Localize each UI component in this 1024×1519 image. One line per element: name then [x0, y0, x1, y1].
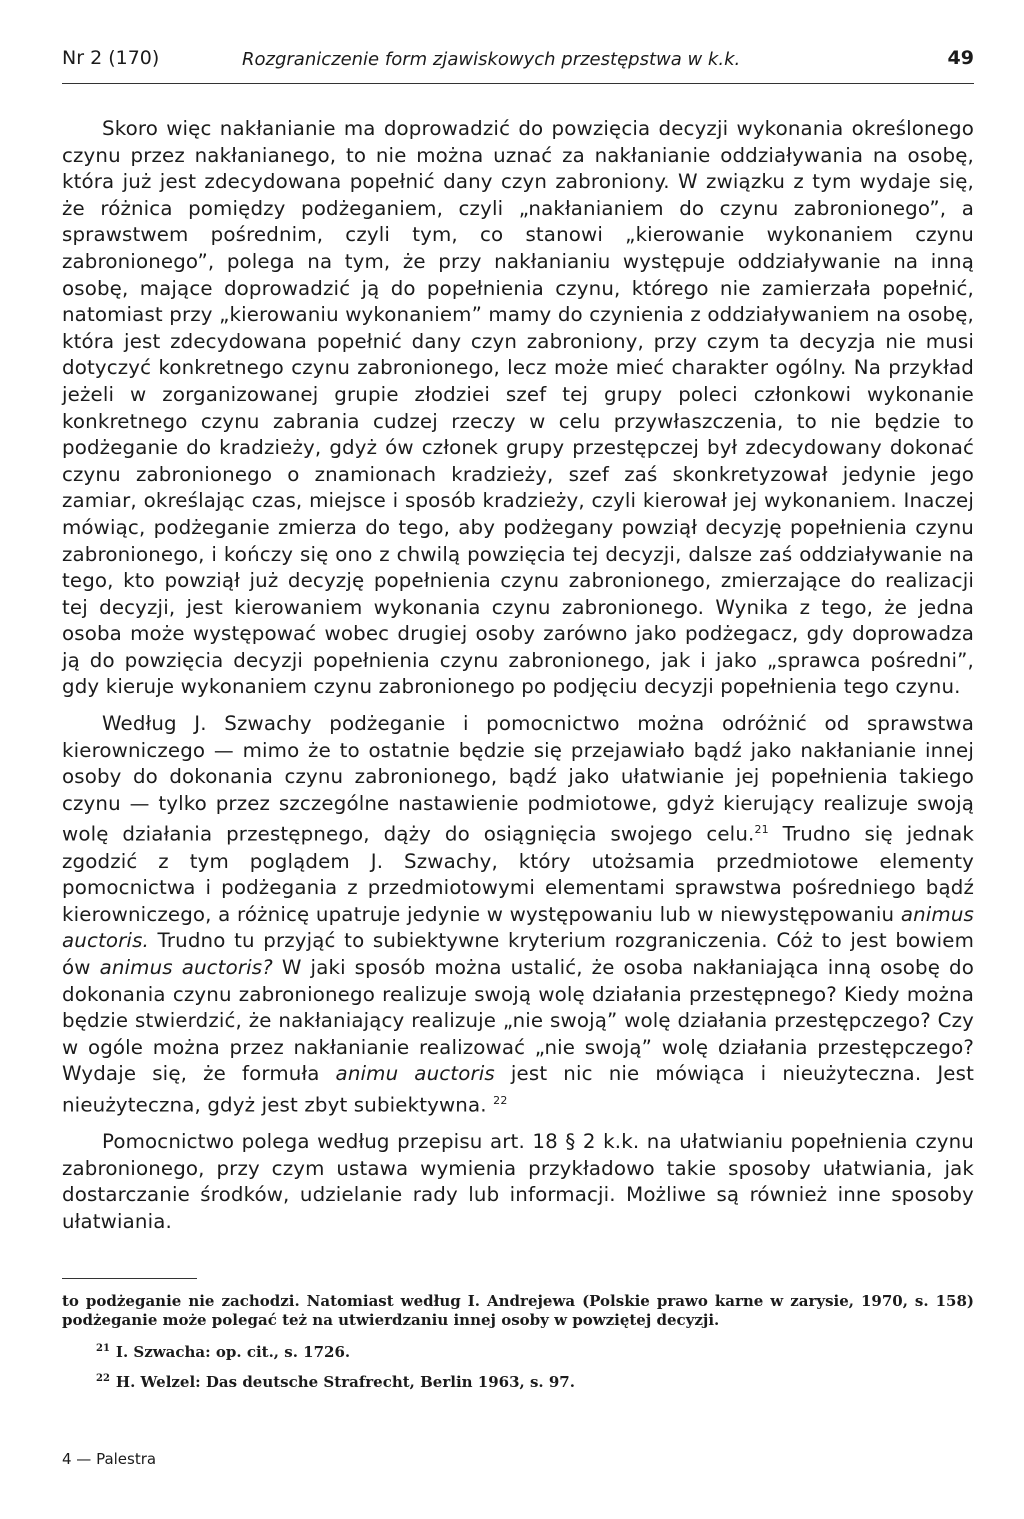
paragraph-1-text: Skoro więc nakłanianie ma doprowadzić do powzięcia decyzji wykonania określonego czynu przez nakłanianego, to nie można uznać za nakłanianie oddziaływania na osobę, która już jest zdecydowana popełnić dany czyn zabroniony.	[62, 117, 974, 194]
footnote-continuation: to podżeganie nie zachodzi. Natomiast według I. Andrejewa (Polskie prawo karne w zarysie, 1970, s. 158) podżeganie może polegać też na utwierdzaniu innej osoby w powziętej decyzji.	[62, 1292, 974, 1329]
paragraph-1-continuation: W związku z tym wydaje się, że różnica pomiędzy podżeganiem, czyli „nakłanianiem do czynu zabronionego”, a sprawstwem pośrednim, czyli tym, co stanowi „kierowanie wykonaniem czynu zabronionego”, polega na tym, że przy nakłanianiu występuje oddziaływanie na inną osobę, mające doprowadzić ją do popełnienia czynu, którego nie zamierzała popełnić, natomiast przy „kierowaniu wykonaniem” mamy do czynienia z oddziaływaniem na osobę, która jest zdecydowana popełnić dany czyn zabroniony, przy czym ta decyzja nie musi dotyczyć konkretnego czynu zabronionego, lecz może mieć charakter ogólny. Na przykład jeżeli w zorganizowanej grupie złodziei szef tej grupy poleci członkowi wykonanie konkretnego czynu zabrania cudzej rzeczy w celu przywłaszczenia, to nie będzie to podżeganie do kradzieży, gdyż ów członek grupy przestępczej był zdecydowany dokonać czynu zabronionego o znamionach kradzieży, szef zaś skonkretyzował jedynie jego zamiar, określając czas, miejsce i sposób kradzieży, czyli kierował jej wykonaniem. Inaczej mówiąc, podżeganie zmierza do tego, aby podżegany powziął decyzję popełnienia czynu zabronionego, i kończy się ono z chwilą powzięcia tej decyzji, dalsze zaś oddziaływanie na tego, kto powziął już decyzję popełnienia czynu zabronionego, zmierzające do realizacji tej decyzji, jest kierowaniem wykonania czynu zabronionego. Wynika z tego, że jedna osoba może występować wobec drugiej osoby zarówno jako podżegacz, gdy doprowadza ją do powzięcia decyzji popełnienia czynu zabronionego, jak i jako „sprawca pośredni”, gdy kieruje wykonaniem czynu zabronionego po podjęciu decyzji popełnienia tego czynu.	[62, 170, 974, 699]
footnote-21	[62, 1339, 974, 1362]
footnotes	[62, 1292, 974, 1399]
italic-term-2: animus auctoris?	[99, 956, 273, 979]
running-header	[62, 47, 974, 79]
footnote-22	[62, 1369, 974, 1392]
footnote-ref-22: 22	[493, 1093, 508, 1107]
paragraph-2-part-d: W jaki sposób można ustalić, że osoba nakłaniająca inną osobę do dokonania czynu zabronionego realizuje swoją wolę działania przestępnego? Kiedy można będzie stwierdzić, że nakłaniający realizuje „nie swoją” wolę działania przestępczego? Czy w ogóle można przez nakłanianie realizować „nie swoją” wolę działania przestępczego? Wydaje się, że formuła	[62, 956, 974, 1086]
header-rule	[62, 83, 974, 84]
paragraph-2	[62, 711, 974, 1119]
footnote-21-mark: 21	[96, 1343, 110, 1354]
page-footer: 4 — Palestra	[62, 1450, 157, 1468]
paragraph-2-part-b: Trudno się jednak zgodzić z tym poglądem J. Szwachy, który utożsamia przedmiotowe elementy pomocnictwa i podżegania z przedmiotowymi elementami sprawstwa pośredniego bądź kierowniczego, a różnicę upatruje jedynie w występowaniu lub w niewystępowaniu	[62, 823, 974, 926]
paragraph-2-part-e: jest nic nie mówiąca i nieużyteczna. Jest nieużyteczna, gdyż jest zbyt subiektywna.	[62, 1062, 974, 1117]
footnote-ref-21: 21	[754, 823, 769, 837]
footnote-21-text: I. Szwacha: op. cit., s. 1726.	[115, 1343, 351, 1361]
footnote-22-mark: 22	[96, 1373, 110, 1384]
running-title: Rozgraniczenie form zjawiskowych przestępstwa w k.k.	[242, 49, 741, 70]
italic-term-1: animus auctoris.	[62, 902, 974, 953]
issue-number: Nr 2 (170)	[62, 47, 160, 69]
paragraph-2-part-c: Trudno tu przyjąć to subiektywne kryterium rozgraniczenia. Cóż to jest bowiem ów	[62, 929, 974, 979]
footnote-rule	[62, 1278, 197, 1279]
main-text	[62, 116, 974, 1246]
paragraph-1	[62, 116, 974, 701]
paragraph-3-text: Pomocnictwo polega według przepisu art. 18 § 2 k.k. na ułatwianiu popełnienia czynu zabronionego, przy czym ustawa wymienia przykładowo takie sposoby ułatwiania, jak dostarczanie środków, udzielanie rady lub informacji. Możliwe są również inne sposoby ułatwiania.	[62, 1130, 974, 1233]
italic-term-3: animu auctoris	[335, 1062, 495, 1086]
paragraph-3	[62, 1129, 974, 1235]
footnote-22-text: H. Welzel: Das deutsche Strafrecht, Berlin 1963, s. 97.	[115, 1373, 575, 1391]
page-number: 49	[947, 47, 974, 69]
paragraph-2-part-a: Według J. Szwachy podżeganie i pomocnictwo można odróżnić od sprawstwa kierowniczego — mimo że to ostatnie będzie się przejawiało bądź jako nakłanianie innej osoby do dokonania czynu zabronionego, bądź jako ułatwianie jej popełnienia takiego czynu — tylko przez szczególne nastawienie podmiotowe, gdyż kierujący realizuje swoją wolę działania przestępnego, dąży do osiągnięcia swojego celu.	[62, 712, 974, 847]
